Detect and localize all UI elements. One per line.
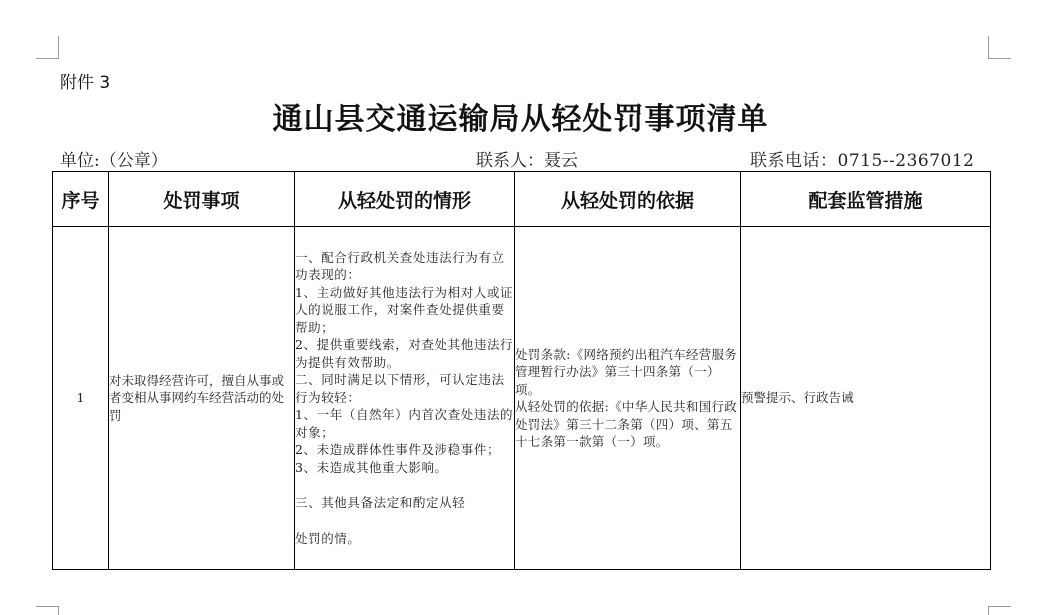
document-title: 通山县交通运输局从轻处罚事项清单 [272,102,769,137]
situation-line: 2、提供重要线索，对查处其他违法行为提供有效帮助。 [295,337,514,370]
cell-penalty-item: 对未取得经营许可，擅自从事或者变相从事网约车经营活动的处罚 [109,227,295,570]
situation-line: 二、同时满足以下情形，可认定违法行为较轻： [295,372,505,405]
situation-spacer [295,476,514,494]
header-penalty-item: 处罚事项 [109,172,295,227]
situation-line: 3、未造成其他重大影响。 [295,459,448,475]
situation-line: 一、配合行政机关查处违法行为有立功表现的： [295,249,505,283]
page-corner-mark-bottom-right [988,606,1011,615]
contact-person: 联系人：聂云 [476,151,578,171]
cell-supervision-measures: 预警提示、行政告诫 [741,227,991,570]
attachment-label: 附件 3 [60,73,111,93]
cell-lenient-basis [515,227,741,570]
header-serial-no: 序号 [53,172,109,227]
situation-line: 1、一年（自然年）内首次查处违法的对象； [295,407,514,440]
situation-line: 1、主动做好其他违法行为相对人或证人的说服工作，对案件查处提供重要帮助； [295,284,514,335]
header-supervision-measures: 配套监管措施 [741,172,991,227]
situation-line: 处罚的情。 [295,530,361,546]
page-corner-mark-top-right [988,36,1011,59]
cell-serial-no: 1 [53,227,109,570]
table-row [53,227,991,570]
table-header-row [53,172,991,227]
header-lenient-situation: 从轻处罚的情形 [295,172,515,227]
unit-label: 单位:（公章） [60,151,168,171]
situation-line: 2、未造成群体性事件及涉稳事件； [295,442,501,458]
header-lenient-basis: 从轻处罚的依据 [515,172,741,227]
cell-lenient-situation [295,227,515,570]
page-corner-mark-top-left [36,36,59,59]
basis-line: 处罚条款:《网络预约出租汽车经营服务管理暂行办法》第三十四条第（一）项。 [515,346,738,397]
situation-spacer [295,512,514,530]
contact-phone: 联系电话：0715--2367012 [750,151,975,171]
penalty-list-table [52,171,991,570]
basis-line: 从轻处罚的依据:《中华人民共和国行政处罚法》第三十二条第（四）项、第五十七条第一款第（一）项。 [515,399,738,449]
situation-line: 三、其他具备法定和酌定从轻 [295,495,466,511]
page-corner-mark-bottom-left [36,606,59,615]
